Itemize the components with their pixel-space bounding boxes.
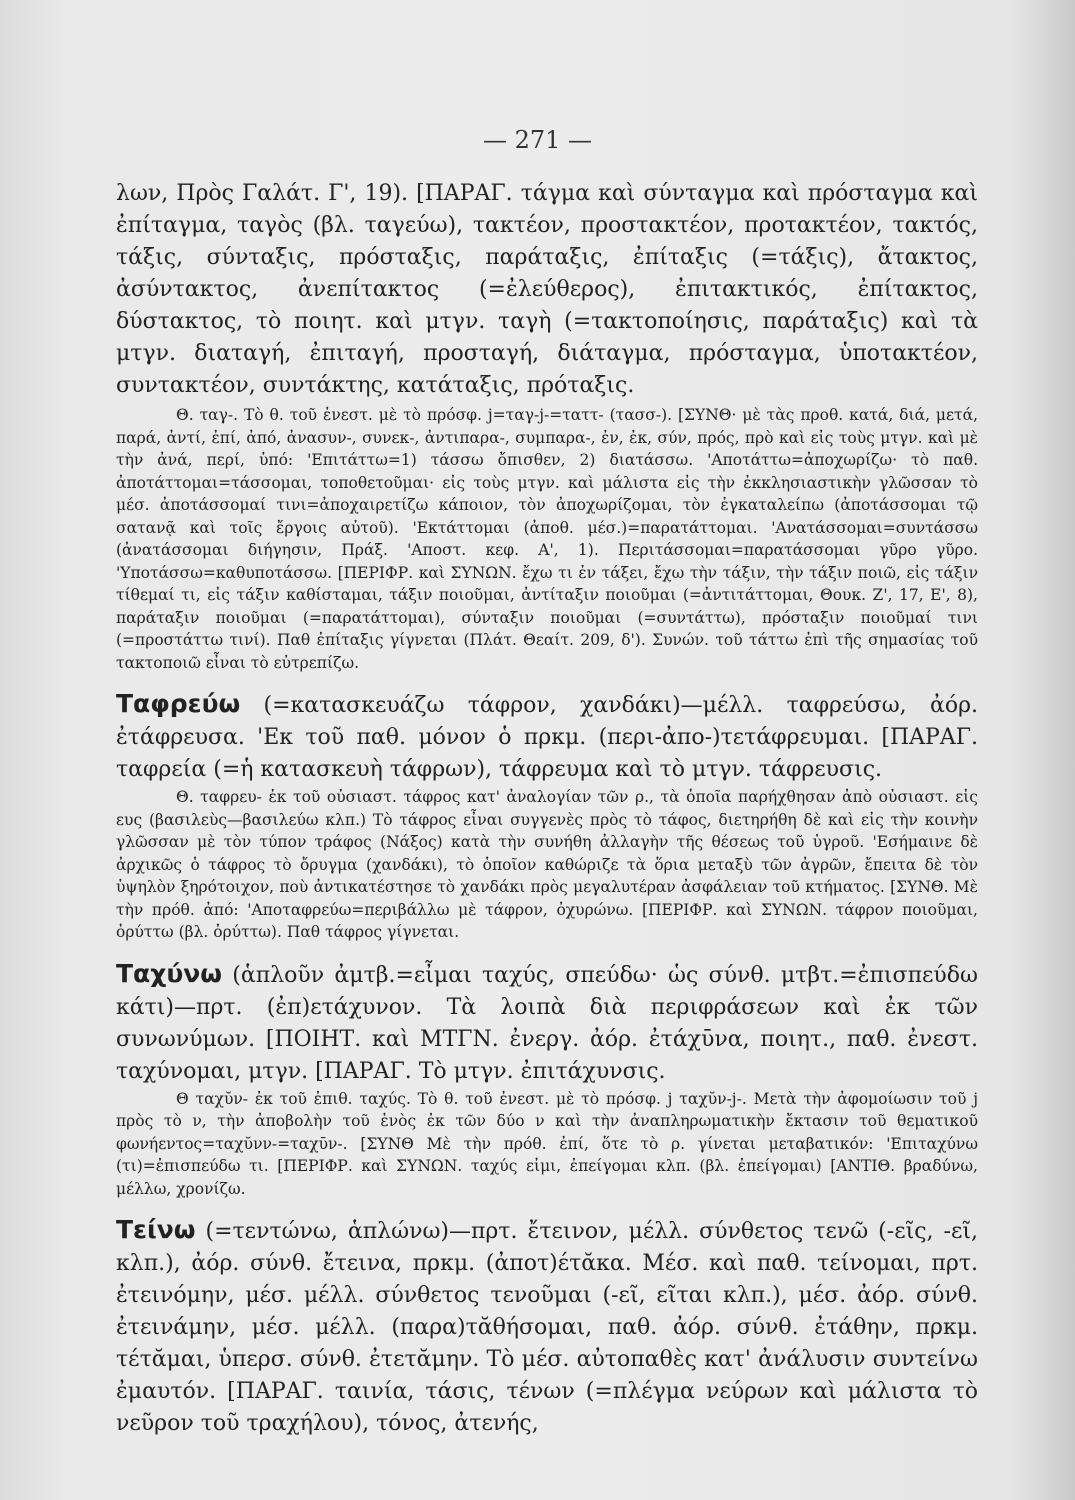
paragraph-text: Θ. ταγ-. Τὸ θ. τοῦ ἐνεστ. μὲ τὸ πρόσφ. j=ταγ-j-=ταττ- (τασσ-). [ΣΥΝΘ· μὲ τὰς προθ. κατά, διά, μετά, παρά, ἀντί, ἐπί, ἀπό, ἀνασυν-, συνεκ-, ἀντιπαρα-, συμπαρα-, ἐν, ἐκ, σύν, πρός, πρὸ καὶ εἰς τοὺς μτγν. καὶ μὲ τὴν ἀνά, περί, ὑπό: 'Επιτάττω=1) τάσσω ὄπισθεν, 2) διατάσσω. 'Αποτάττω=ἀποχωρίζω· τὸ παθ. ἀποτάττομαι=τάσσομαι, τοποθετοῦμαι· εἰς τοὺς μτγν. καὶ μάλιστα εἰς τὴν ἐκκλησιαστικὴν γλῶσσαν τὸ μέσ. ἀποτάσσομαί τινι=ἀποχαιρετίζω κάποιον, τὸν ἀποχωρίζομαι, τὸν ἐγκαταλείπω (ἀποτάσσομαι τῷ σατανᾷ καὶ τοῖς ἔργοις αὐτοῦ). 'Εκτάττομαι (ἀποθ. μέσ.)=παρατάττομαι. 'Ανατάσσομαι=συντάσσω (ἀνατάσσομαι διήγησιν, Πράξ. 'Αποστ. κεφ. Α', 1). Περιτάσσομαι=παρατάσσομαι γῦρο γῦρο. 'Υποτάσσω=καθυποτάσσω. [ΠΕΡΙΦΡ. καὶ ΣΥΝΩΝ. ἔχω τι ἐν τάξει, ἔχω τὴν τάξιν, τὴν τάξιν ποιῶ, εἰς τάξιν τίθεμαί τι, εἰς τάξιν καθίσταμαι, τάξιν ποιοῦμαι, ἀντίταξιν ποιοῦμαι (=ἀντιτάττομαι, Θουκ. Ζ', 17, Ε', 8), παράταξιν ποιοῦμαι (=παρατάττομαι), σύνταξιν ποιοῦμαι (=συντάττω), πρόσταξιν ποιοῦμαί τινι (=προστάττω τινί). Παθ ἐπίταξις γίγνεται (Πλάτ. Θεαίτ. 209, δ'). Συνών. τοῦ τάττω ἐπὶ τῆς σημασίας τοῦ τακτοποιῶ εἶναι τὸ εὐτρεπίζω. (116, 406, 978, 672)
paragraph-text: λων, Πρὸς Γαλάτ. Γ', 19). [ΠΑΡΑΓ. τάγμα καὶ σύνταγμα καὶ πρόσταγμα καὶ ἐπίταγμα, ταγὸς (βλ. ταγεύω), τακτέον, προστακτέον, προτακτέον, τακτός, τάξις, σύνταξις, πρόσταξις, παράταξις, ἐπίταξις (=τάξις), ἄτακτος, ἀσύντακτος, ἀνεπίτακτος (=ἐλεύθερος), ἐπιτακτικός, ἐπίτακτος, δύστακτος, τὸ ποιητ. καὶ μτγν. ταγὴ (=τακτοποίησις, παράταξις) καὶ τὰ μτγν. διαταγή, ἐπιταγή, προσταγή, διάταγμα, πρόσταγμα, ὑποτακτέον, συντακτέον, συντάκτης, κατάταξις, πρόταξις. (116, 181, 978, 398)
entry-body (116, 958, 978, 1088)
page-number: — 271 — (482, 126, 593, 154)
entry-headword: Ταφρεύω (116, 689, 241, 718)
entry-text: (=κατασκευάζω τάφρον, χανδάκι)—μέλλ. ταφρεύσω, ἀόρ. ἐτάφρευσα. 'Εκ τοῦ παθ. μόνον ὁ πρκμ. (περι-ἀπο-)τετάφρευμαι. [ΠΑΡΑΓ. ταφρεία (=ἡ κατασκευὴ τάφρων), τάφρευμα καὶ τὸ μτγν. τάφρευσις. (116, 693, 978, 782)
paragraph-text: Θ ταχῠν- ἐκ τοῦ ἐπιθ. ταχύς. Τὸ θ. τοῦ ἐνεστ. μὲ τὸ πρόσφ. j ταχῠν-j-. Μετὰ τὴν ἀφομοίωσιν τοῦ j πρὸς τὸ ν, τὴν ἀποβολὴν τοῦ ἑνὸς ἐκ τῶν δύο ν καὶ τὴν ἀναπληρωματικὴν ἔκτασιν τοῦ θεματικοῦ φωνήεντος=ταχῠνν-=ταχῡν-. [ΣΥΝΘ Μὲ τὴν πρόθ. ἐπί, ὅτε τὸ ρ. γίνεται μεταβατικόν: 'Επιταχύνω (τι)=ἐπισπεύδω τι. [ΠΕΡΙΦΡ. καὶ ΣΥΝΩΝ. ταχύς εἰμι, ἐπείγομαι κλπ. (βλ. ἐπείγομαι) [ΑΝΤΙΘ. βραδύνω, μέλλω, χρονίζω. (116, 1089, 978, 1198)
entry-text: (ἁπλοῦν ἀμτβ.=εἶμαι ταχύς, σπεύδω· ὡς σύνθ. μτβτ.=ἐπισπεύδω κάτι)—πρτ. (ἐπ)ετάχυνον. Τὰ λοιπὰ διὰ περιφράσεων καὶ ἐκ τῶν συνωνύμων. [ΠΟΙΗΤ. καὶ ΜΤΓΝ. ἐνεργ. ἀόρ. ἐτάχῡνα, ποιητ., παθ. ἐνεστ. ταχύνομαι, μτγν. [ΠΑΡΑΓ. Τὸ μτγν. ἐπιτάχυνσις. (116, 962, 978, 1084)
paragraph-text: Θ. ταφρευ- ἐκ τοῦ οὐσιαστ. τάφρος κατ' ἀναλογίαν τῶν ρ., τὰ ὁποῖα παρήχθησαν ἀπὸ οὐσιαστ. εἰς ευς (βασιλεὺς—βασιλεύω κλπ.) Τὸ τάφρος εἶναι συγγενὲς πρὸς τὸ τάφος, διετηρήθη δὲ καὶ εἰς τὴν κοινὴν γλῶσσαν μὲ τὸν τύπον τράφος (Νάξος) κατὰ τὴν συνήθη ἀλλαγὴν τῆς θέσεως τοῦ ὑγροῦ. 'Εσήμαινε δὲ ἀρχικῶς ὁ τάφρος τὸ ὄρυγμα (χανδάκι), τὸ ὁποῖον καθώριζε τὰ ὅρια μεταξὺ τῶν ἀγρῶν, ἔπειτα δὲ τὸν ὑψηλὸν ξηρότοιχον, ποὺ ἀντικατέστησε τὸ χανδάκι πρὸς μεγαλυτέραν ἀσφάλειαν τοῦ κτήματος. [ΣΥΝΘ. Μὲ τὴν πρόθ. ἀπό: 'Αποταφρεύω=περιβάλλω μὲ τάφρον, ὀχυρώνω. [ΠΕΡΙΦΡ. καὶ ΣΥΝΩΝ. τάφρον ποιοῦμαι, ὀρύττω (βλ. ὀρύττω). Παθ τάφρος γίγνεται. (116, 788, 978, 941)
page-content (116, 178, 978, 1440)
dictionary-entry (116, 1214, 978, 1440)
entry-body (116, 688, 978, 786)
dictionary-entry (116, 958, 978, 1088)
paragraph-note (116, 786, 978, 944)
dictionary-entry (116, 688, 978, 786)
entry-text: (=τεντώνω, ἁπλώνω)—πρτ. ἔτεινον, μέλλ. σύνθετος τενῶ (-εῖς, -εῖ, κλπ.), ἀόρ. σύνθ. ἔτεινα, πρκμ. (ἀποτ)έτᾰκα. Μέσ. καὶ παθ. τείνομαι, πρτ. ἐτεινόμην, μέσ. μέλλ. σύνθετος τενοῦμαι (-εῖ, εῖται κλπ.), μέσ. ἀόρ. σύνθ. ἐτεινάμην, μέσ. μέλλ. (παρα)τᾰθήσομαι, παθ. ἀόρ. σύνθ. ἐτάθην, πρκμ. τέτᾰμαι, ὑπερσ. σύνθ. ἐτετᾰμην. Τὸ μέσ. αὐτοπαθὲς κατ' ἀνάλυσιν συντείνω ἐμαυτόν. [ΠΑΡΑΓ. ταινία, τάσις, τένων (=πλέγμα νεύρων καὶ μάλιστα τὸ νεῦρον τοῦ τραχήλου), τόνος, ἀτενής, (116, 1219, 978, 1436)
paragraph-note (116, 1088, 978, 1201)
entry-body (116, 1214, 978, 1440)
paragraph-intro (116, 178, 978, 402)
paragraph-note (116, 404, 978, 674)
entry-headword: Τείνω (116, 1215, 196, 1244)
entry-headword: Ταχύνω (116, 958, 222, 988)
